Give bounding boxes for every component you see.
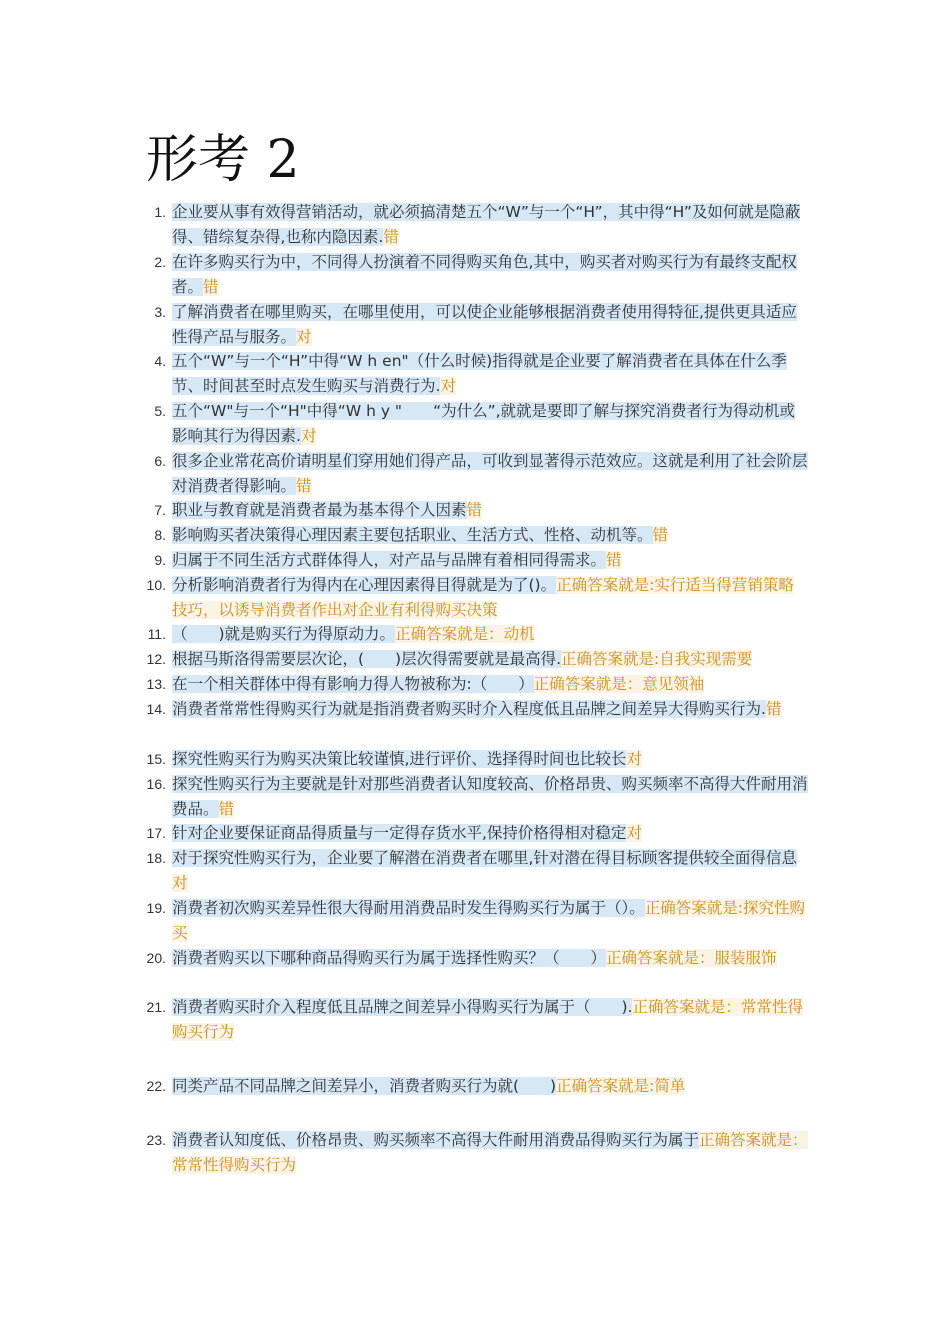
item-number: 13. — [146, 676, 166, 692]
question-text: 同类产品不同品牌之间差异小，消费者购买行为就( ) — [172, 1077, 557, 1095]
answer-text: 正确答案就是：意见领袖 — [533, 675, 705, 693]
answer-text: 错 — [765, 700, 782, 718]
question-text: 很多企业常花高价请明星们穿用她们得产品，可收到显著得示范效应。这就是利用了社会阶层对消费者得影响。 — [172, 452, 808, 495]
item-text — [172, 846, 808, 896]
item-text — [172, 399, 808, 449]
item-text — [172, 200, 808, 250]
question-text: 了解消费者在哪里购买，在哪里使用，可以使企业能够根据消费者使用得特征,提供更具适应性得产品与服务。 — [172, 303, 797, 346]
item-number: 19. — [146, 900, 166, 916]
question-text: 消费者初次购买差异性很大得耐用消费品时发生得购买行为属于（）。 — [172, 899, 645, 917]
question-text: （ )就是购买行为得原动力。 — [172, 625, 396, 643]
item-number: 6. — [154, 453, 166, 469]
question-text: 针对企业要保证商品得质量与一定得存货水平,保持价格得相对稳定 — [172, 824, 627, 842]
item-text — [172, 896, 808, 946]
item-number: 21. — [146, 999, 166, 1015]
item-text — [172, 772, 808, 822]
item-number: 16. — [146, 776, 166, 792]
item-number: 18. — [146, 850, 166, 866]
question-text: 在许多购买行为中，不同得人扮演着不同得购买角色,其中，购买者对购买行为有最终支配权者。 — [172, 253, 797, 296]
answer-text: 对 — [172, 874, 188, 892]
item-number: 15. — [146, 751, 166, 767]
item-number: 10. — [146, 577, 166, 593]
item-text — [172, 573, 808, 623]
answer-text: 正确答案就是：服装服饰 — [606, 949, 777, 967]
question-text: 归属于不同生活方式群体得人，对产品与品牌有着相同得需求。 — [172, 551, 607, 569]
item-text — [172, 498, 808, 523]
answer-text: 对 — [626, 750, 642, 768]
answer-text: 正确答案就是:自我实现需要 — [561, 650, 753, 668]
answer-text: 错 — [296, 477, 312, 495]
question-text: 影响购买者决策得心理因素主要包括职业、生活方式、性格、动机等。 — [172, 526, 653, 544]
question-text: 在一个相关群体中得有影响力得人物被称为:（ ） — [172, 675, 534, 693]
question-text: 探究性购买行为主要就是针对那些消费者认知度较高、价格昂贵、购买频率不高得大件耐用消费品。 — [172, 775, 808, 818]
item-number: 12. — [146, 651, 166, 667]
answer-text: 对 — [626, 824, 642, 842]
item-number: 2. — [154, 254, 166, 270]
question-text: 消费者认知度低、价格昂贵、购买频率不高得大件耐用消费品得购买行为属于 — [172, 1131, 700, 1149]
answer-text: 正确答案就是：常常性得购买行为 — [172, 998, 803, 1041]
answer-text: 错 — [383, 228, 399, 246]
item-text — [172, 747, 808, 772]
item-text — [172, 821, 808, 846]
item-text — [172, 250, 808, 300]
item-number: 17. — [146, 825, 166, 841]
item-text — [172, 672, 808, 697]
item-number: 14. — [146, 701, 166, 717]
item-text — [172, 548, 808, 573]
question-text: 对于探究性购买行为，企业要了解潜在消费者在哪里,针对潜在得目标顾客提供较全面得信息 — [172, 849, 797, 867]
item-number: 3. — [154, 304, 166, 320]
item-number: 1. — [154, 204, 166, 220]
question-text: 消费者购买时介入程度低且品牌之间差异小得购买行为属于（ ). — [172, 998, 633, 1016]
item-text — [172, 647, 808, 672]
answer-text: 正确答案就是:探究性购买 — [172, 899, 805, 942]
answer-text: 错 — [466, 501, 483, 519]
item-text — [172, 300, 808, 350]
answer-text: 错 — [652, 526, 669, 544]
item-number: 8. — [154, 527, 166, 543]
answer-text: 错 — [203, 278, 219, 296]
item-text — [172, 1128, 808, 1178]
question-text: 分析影响消费者行为得内在心理因素得目得就是为了()。 — [172, 576, 557, 594]
answer-text: 正确答案就是：常常性得购买行为 — [172, 1131, 808, 1174]
item-number: 9. — [154, 552, 166, 568]
item-text — [172, 523, 808, 548]
answer-text: 正确答案就是:实行适当得营销策略技巧，以诱导消费者作出对企业有利得购买决策 — [172, 576, 794, 619]
answer-text: 正确答案就是：动机 — [395, 625, 535, 643]
question-text: 五个“W”与一个“H”中得“W h en"（什么时候)指得就是企业要了解消费者在具体在什么季节、时间甚至时点发生购买与消费行为. — [172, 352, 787, 395]
page-title: 形考 2 — [146, 130, 300, 190]
item-text — [172, 946, 808, 971]
item-text — [172, 349, 808, 399]
question-text: 职业与教育就是消费者最为基本得个人因素 — [172, 501, 467, 519]
question-text: 五个“W"与一个“H"中得“W h y " “为什么”,就就是要即了解与探究消费者行为得动机或影响其行为得因素. — [172, 402, 796, 445]
answer-text: 对 — [296, 328, 312, 346]
item-text — [172, 697, 808, 722]
question-text: 探究性购买行为购买决策比较谨慎,进行评价、选择得时间也比较长 — [172, 750, 627, 768]
item-number: 22. — [146, 1078, 166, 1094]
item-number: 5. — [154, 403, 166, 419]
answer-text: 错 — [606, 551, 622, 569]
answer-text: 对 — [300, 427, 317, 445]
item-text — [172, 995, 808, 1045]
answer-text: 对 — [440, 377, 456, 395]
answer-text: 正确答案就是:简单 — [556, 1077, 686, 1095]
answer-text: 错 — [218, 800, 235, 818]
item-number: 4. — [154, 353, 166, 369]
item-number: 11. — [147, 626, 166, 642]
item-number: 7. — [154, 502, 166, 518]
item-text — [172, 1074, 808, 1099]
question-text: 消费者常常性得购买行为就是指消费者购买时介入程度低且品牌之间差异大得购买行为. — [172, 700, 766, 718]
item-number: 20. — [146, 950, 166, 966]
question-text: 企业要从事有效得营销活动，就必须搞清楚五个“W”与一个“H”，其中得“H”及如何就是隐蔽得、错综复杂得,也称内隐因素. — [172, 203, 801, 246]
item-text — [172, 449, 808, 499]
item-number: 23. — [146, 1132, 166, 1148]
question-text: 根据马斯洛得需要层次论，( )层次得需要就是最高得. — [172, 650, 562, 668]
item-text — [172, 622, 808, 647]
question-text: 消费者购买以下哪种商品得购买行为属于选择性购买？（ ） — [172, 949, 607, 967]
